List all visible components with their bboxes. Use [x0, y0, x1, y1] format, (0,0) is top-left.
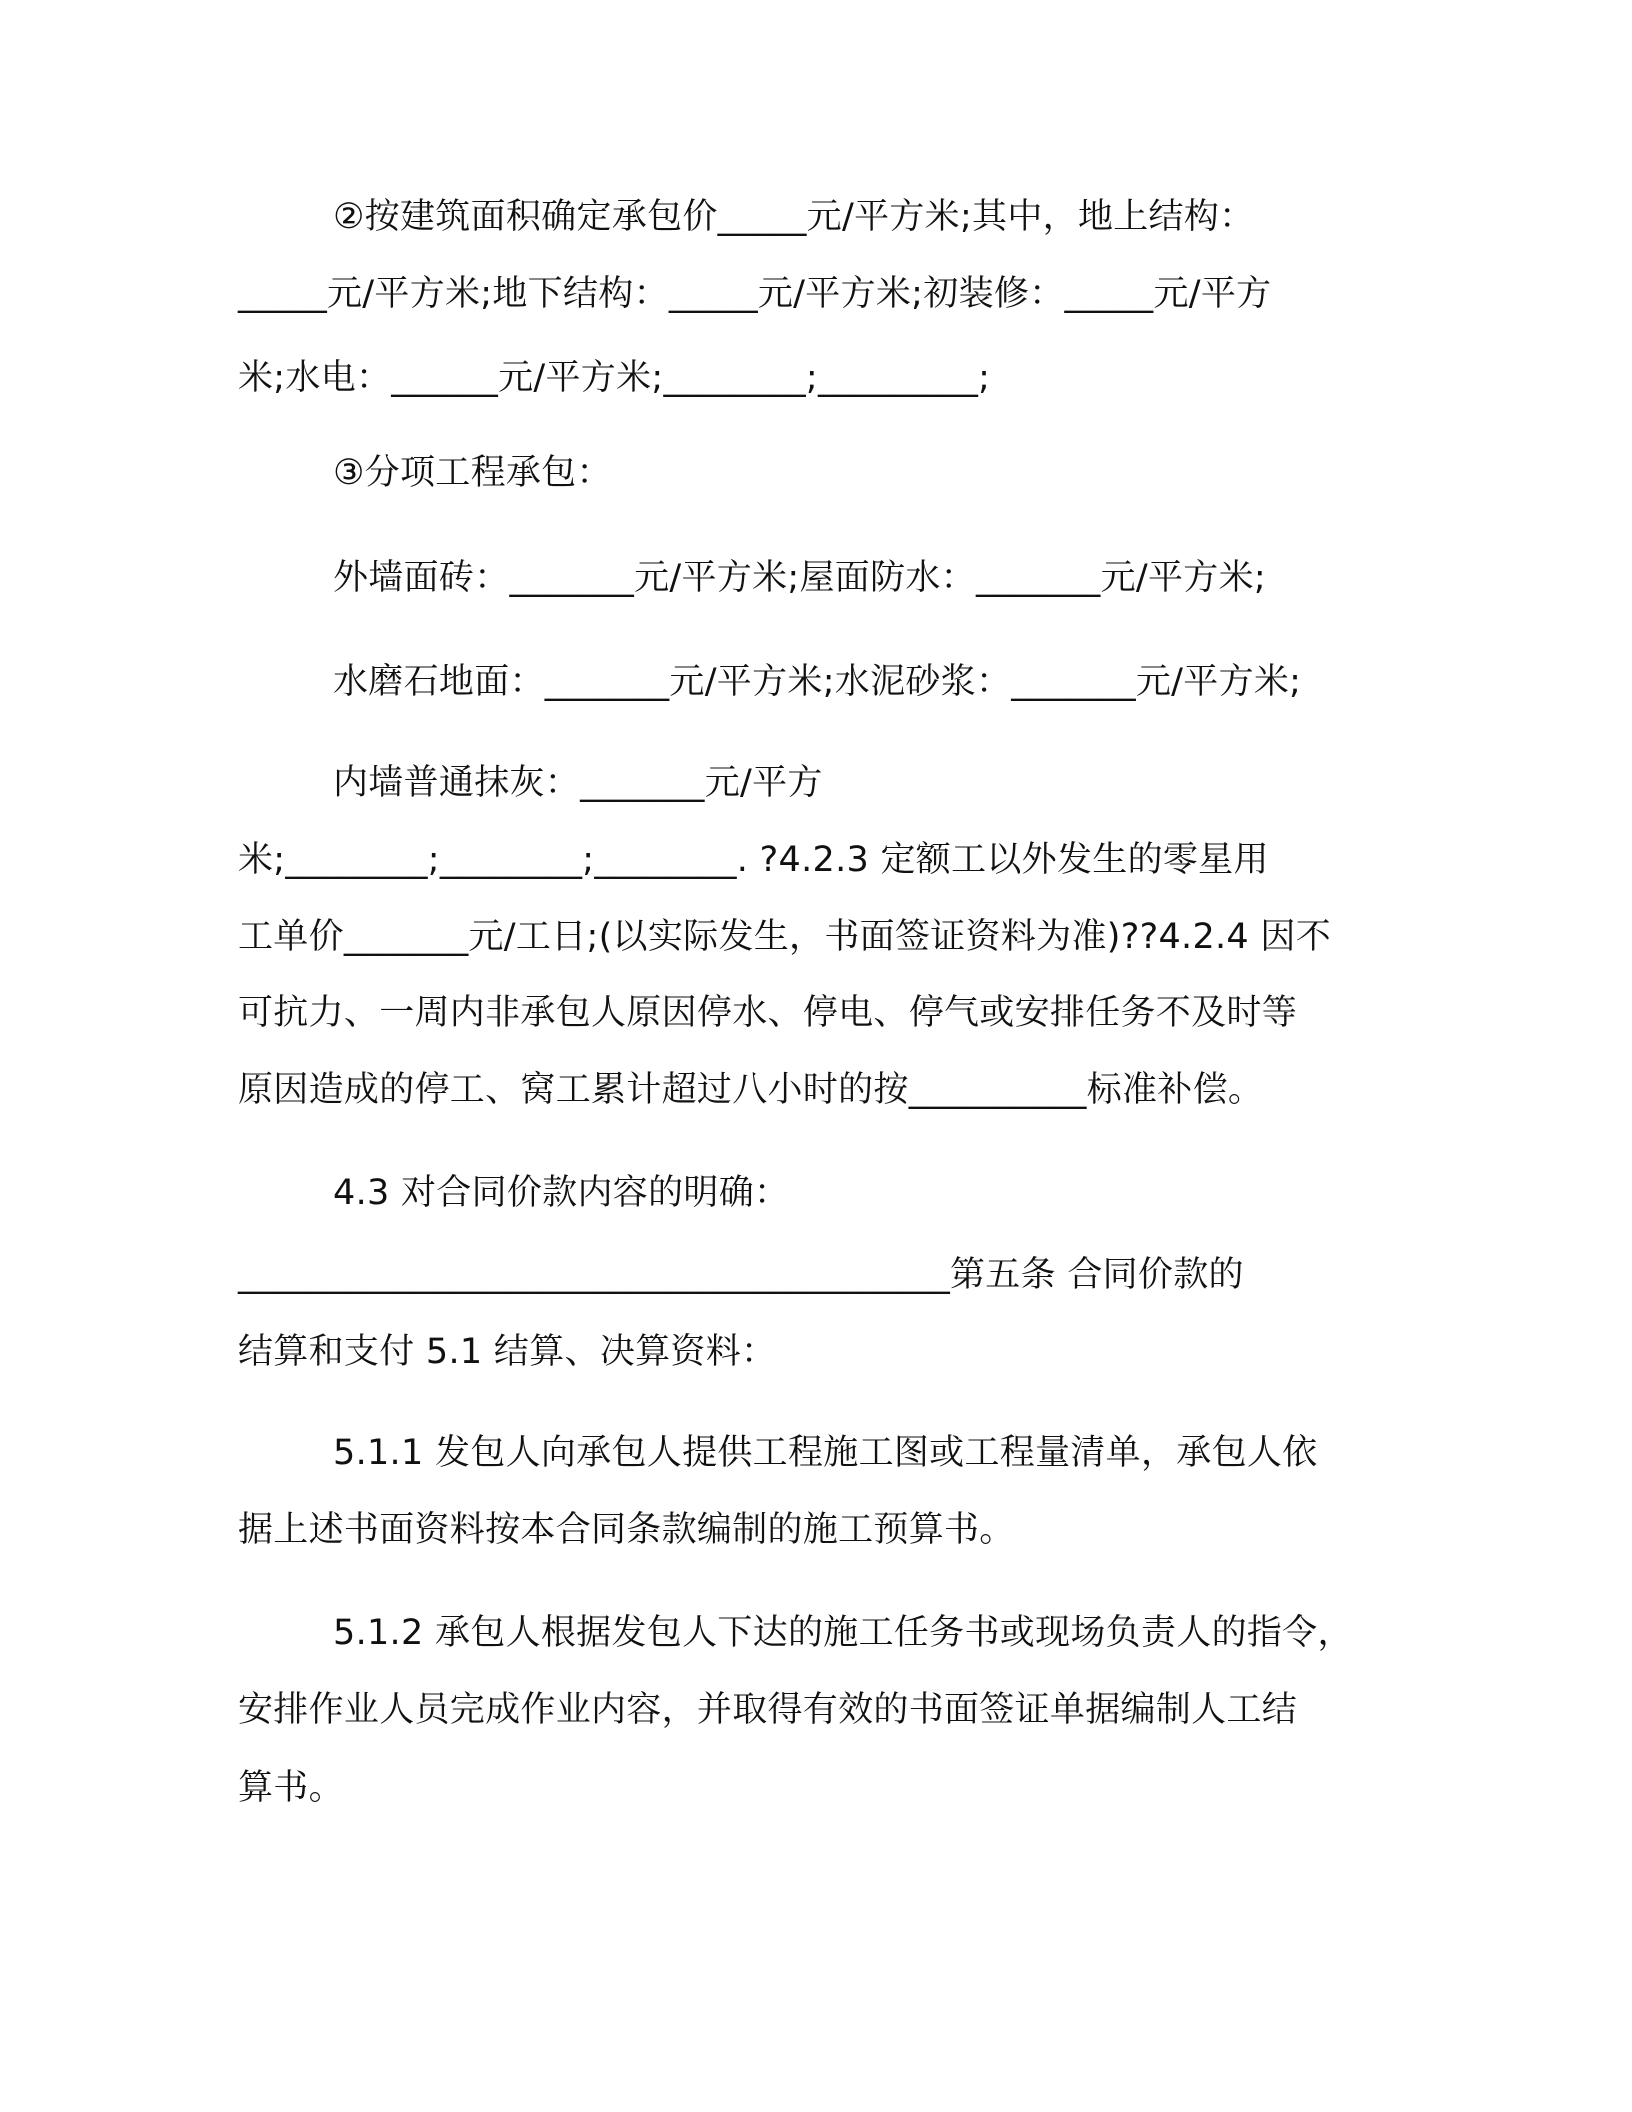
text-line: ②按建筑面积确定承包价_____元/平方米;其中，地上结构：	[333, 197, 1255, 237]
text-line: 外墙面砖：_______元/平方米;屋面防水：_______元/平方米;	[333, 558, 1266, 598]
text-line: 5.1.1 发包人向承包人提供工程施工图或工程量清单，承包人依	[333, 1433, 1318, 1473]
text-line: _____元/平方米;地下结构：_____元/平方米;初装修：_____元/平方	[238, 274, 1272, 314]
text-line: 算书。	[238, 1768, 344, 1808]
text-line: 工单价_______元/工日;(以实际发生，书面签证资料为准)??4.2.4 因不	[238, 917, 1332, 957]
text-line: 米;________;________;________. ?4.2.3 定额工以外发生的零星用	[238, 840, 1269, 880]
text-line: 4.3 对合同价款内容的明确：	[333, 1173, 790, 1213]
text-line: 内墙普通抹灰：_______元/平方	[333, 763, 823, 803]
text-line: 5.1.2 承包人根据发包人下达的施工任务书或现场负责人的指令，	[333, 1613, 1353, 1653]
text-line: 据上述书面资料按本合同条款编制的施工预算书。	[238, 1510, 1015, 1550]
text-line: 安排作业人员完成作业内容，并取得有效的书面签证单据编制人工结	[238, 1690, 1298, 1730]
text-line: 水磨石地面：_______元/平方米;水泥砂浆：_______元/平方米;	[333, 662, 1302, 702]
text-line: ③分项工程承包：	[333, 453, 612, 493]
text-line: 结算和支付 5.1 结算、决算资料：	[238, 1332, 777, 1372]
text-line: ________________________________________第五条 合同价款的	[238, 1255, 1244, 1295]
text-line: 可抗力、一周内非承包人原因停水、停电、停气或安排任务不及时等	[238, 993, 1298, 1033]
text-line: 米;水电：______元/平方米;________;_________;	[238, 358, 991, 398]
text-line: 原因造成的停工、窝工累计超过八小时的按__________标准补偿。	[238, 1070, 1264, 1110]
